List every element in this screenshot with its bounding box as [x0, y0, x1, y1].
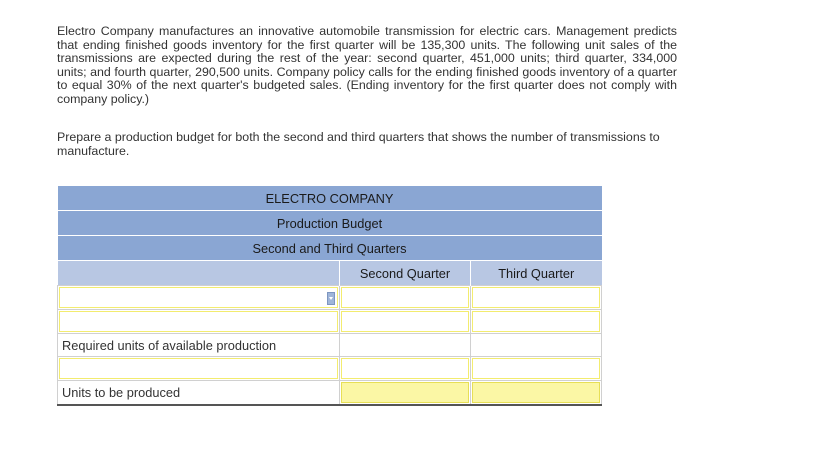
- row-label-input[interactable]: [59, 358, 338, 379]
- q2-input[interactable]: [341, 287, 469, 308]
- table-header-subtitle: [58, 236, 602, 261]
- row-label-dropdown[interactable]: [59, 287, 338, 308]
- q2-cell: [340, 286, 471, 310]
- q3-cell: [471, 381, 602, 406]
- table-row: [58, 286, 602, 310]
- table-header-title: [58, 211, 602, 236]
- q2-cell: [340, 334, 471, 357]
- units-to-be-produced-label: Units to be produced: [58, 381, 340, 406]
- q3-input[interactable]: [472, 287, 600, 308]
- q2-cell: [340, 381, 471, 406]
- column-header-row: [58, 261, 602, 286]
- table-header-company: [58, 186, 602, 211]
- q2-units-produced-input[interactable]: [341, 382, 469, 403]
- company-name: ELECTRO COMPANY: [58, 186, 602, 211]
- budget-title: Production Budget: [58, 211, 602, 236]
- q2-input[interactable]: [341, 358, 469, 379]
- table-row: [58, 310, 602, 334]
- problem-statement: Electro Company manufactures an innovative automobile transmission for electric cars. Management predicts that ending finished goods inventory for the first quarter will be 135,300 units. The following unit sales of the transmissions are expected during the rest of the year: second quarter, 451,000 units; third quarter, 334,000 units; and fourth quarter, 290,500 units. Company policy calls for the ending finished goods inventory of a quarter to equal 30% of the next quarter's budgeted sales. (Ending inventory for the first quarter does not comply with company policy.): [57, 24, 677, 106]
- column-header-third-quarter: Third Quarter: [471, 261, 602, 286]
- q3-cell: [471, 334, 602, 357]
- q3-units-produced-input[interactable]: [472, 382, 600, 403]
- column-header-second-quarter: Second Quarter: [340, 261, 471, 286]
- table-row: [58, 357, 602, 381]
- column-header-label: [58, 261, 340, 286]
- q3-input[interactable]: [472, 311, 600, 332]
- row-label-cell[interactable]: [58, 286, 340, 310]
- q3-cell: [471, 286, 602, 310]
- production-budget-table: [57, 186, 602, 406]
- table-row: [58, 381, 602, 406]
- q3-cell: [471, 357, 602, 381]
- table-row: [58, 334, 602, 357]
- required-units-label: Required units of available production: [58, 334, 340, 357]
- budget-subtitle: Second and Third Quarters: [58, 236, 602, 261]
- instruction-text: Prepare a production budget for both the second and third quarters that shows the number of transmissions to manufacture.: [57, 130, 660, 159]
- q2-cell: [340, 357, 471, 381]
- dropdown-arrow-icon[interactable]: [327, 292, 335, 305]
- q2-input[interactable]: [341, 311, 469, 332]
- row-label-cell: [58, 357, 340, 381]
- q3-input[interactable]: [472, 358, 600, 379]
- row-label-cell: [58, 310, 340, 334]
- row-label-input[interactable]: [59, 311, 338, 332]
- q2-cell: [340, 310, 471, 334]
- q3-cell: [471, 310, 602, 334]
